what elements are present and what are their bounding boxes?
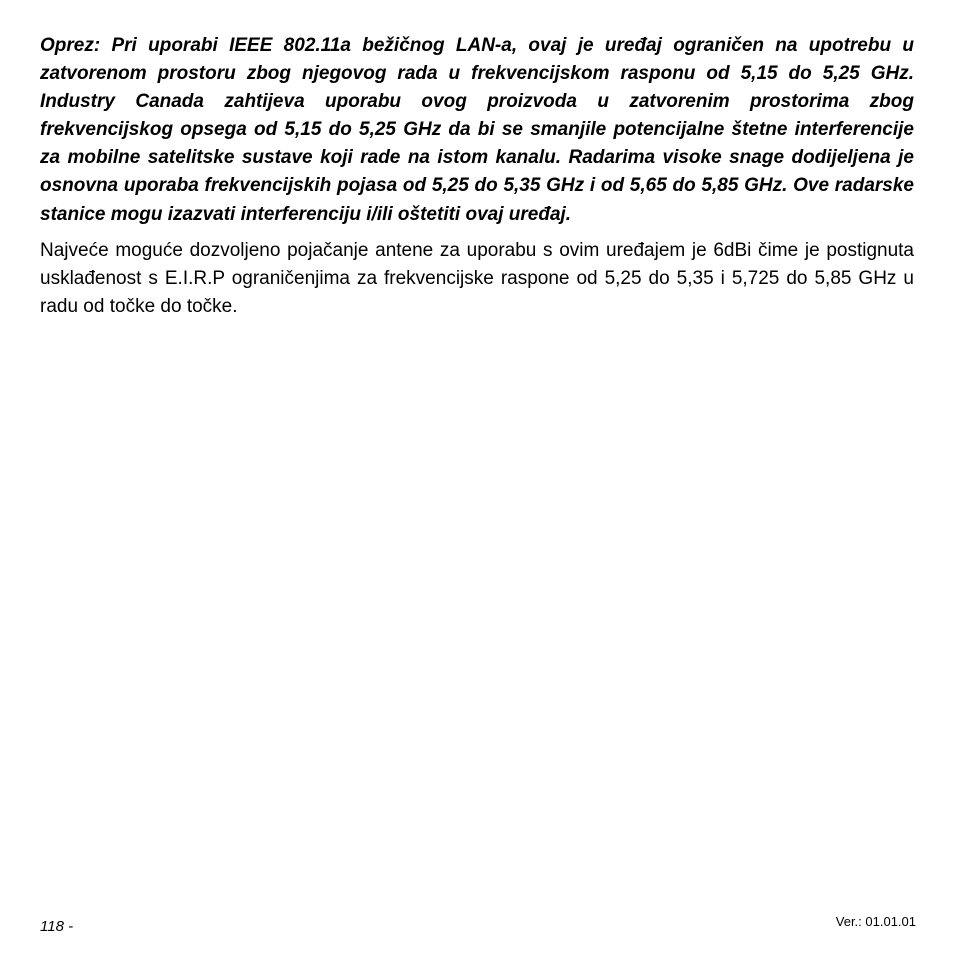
warning-paragraph: Oprez: Pri uporabi IEEE 802.11a bežičnog LAN-a, ovaj je uređaj ograničen na upotrebu u zatvorenom prostoru zbog njegovog rada u frekvencijskom rasponu od 5,15 do 5,25 GHz. Industry Canada zahtijeva uporabu ovog proizvoda u zatvorenim prostorima zbog frekvencijskog opsega od 5,15 do 5,25 GHz da bi se smanjile potencijalne štetne interferencije za mobilne satelitske sustave koji rade na istom kanalu. Radarima visoke snage dodijeljena je osnovna uporaba frekvencijskih pojasa od 5,25 do 5,35 GHz i od 5,65 do 5,85 GHz. Ove radarske stanice mogu izazvati interferenciju i/ili oštetiti ovaj uređaj. — [40, 35, 914, 225]
version-label: Ver.: 01.01.01 — [835, 914, 916, 929]
page-number: 118 - — [40, 918, 74, 935]
page-content — [40, 32, 914, 321]
antenna-gain-paragraph: Najveće moguće dozvoljeno pojačanje antene za uporabu s ovim uređajem je 6dBi čime je postignuta usklađenost s E.I.R.P ograničenjima za frekvencijske raspone od 5,25 do 5,35 i 5,725 do 5,85 GHz u radu od točke do točke. — [40, 239, 914, 317]
